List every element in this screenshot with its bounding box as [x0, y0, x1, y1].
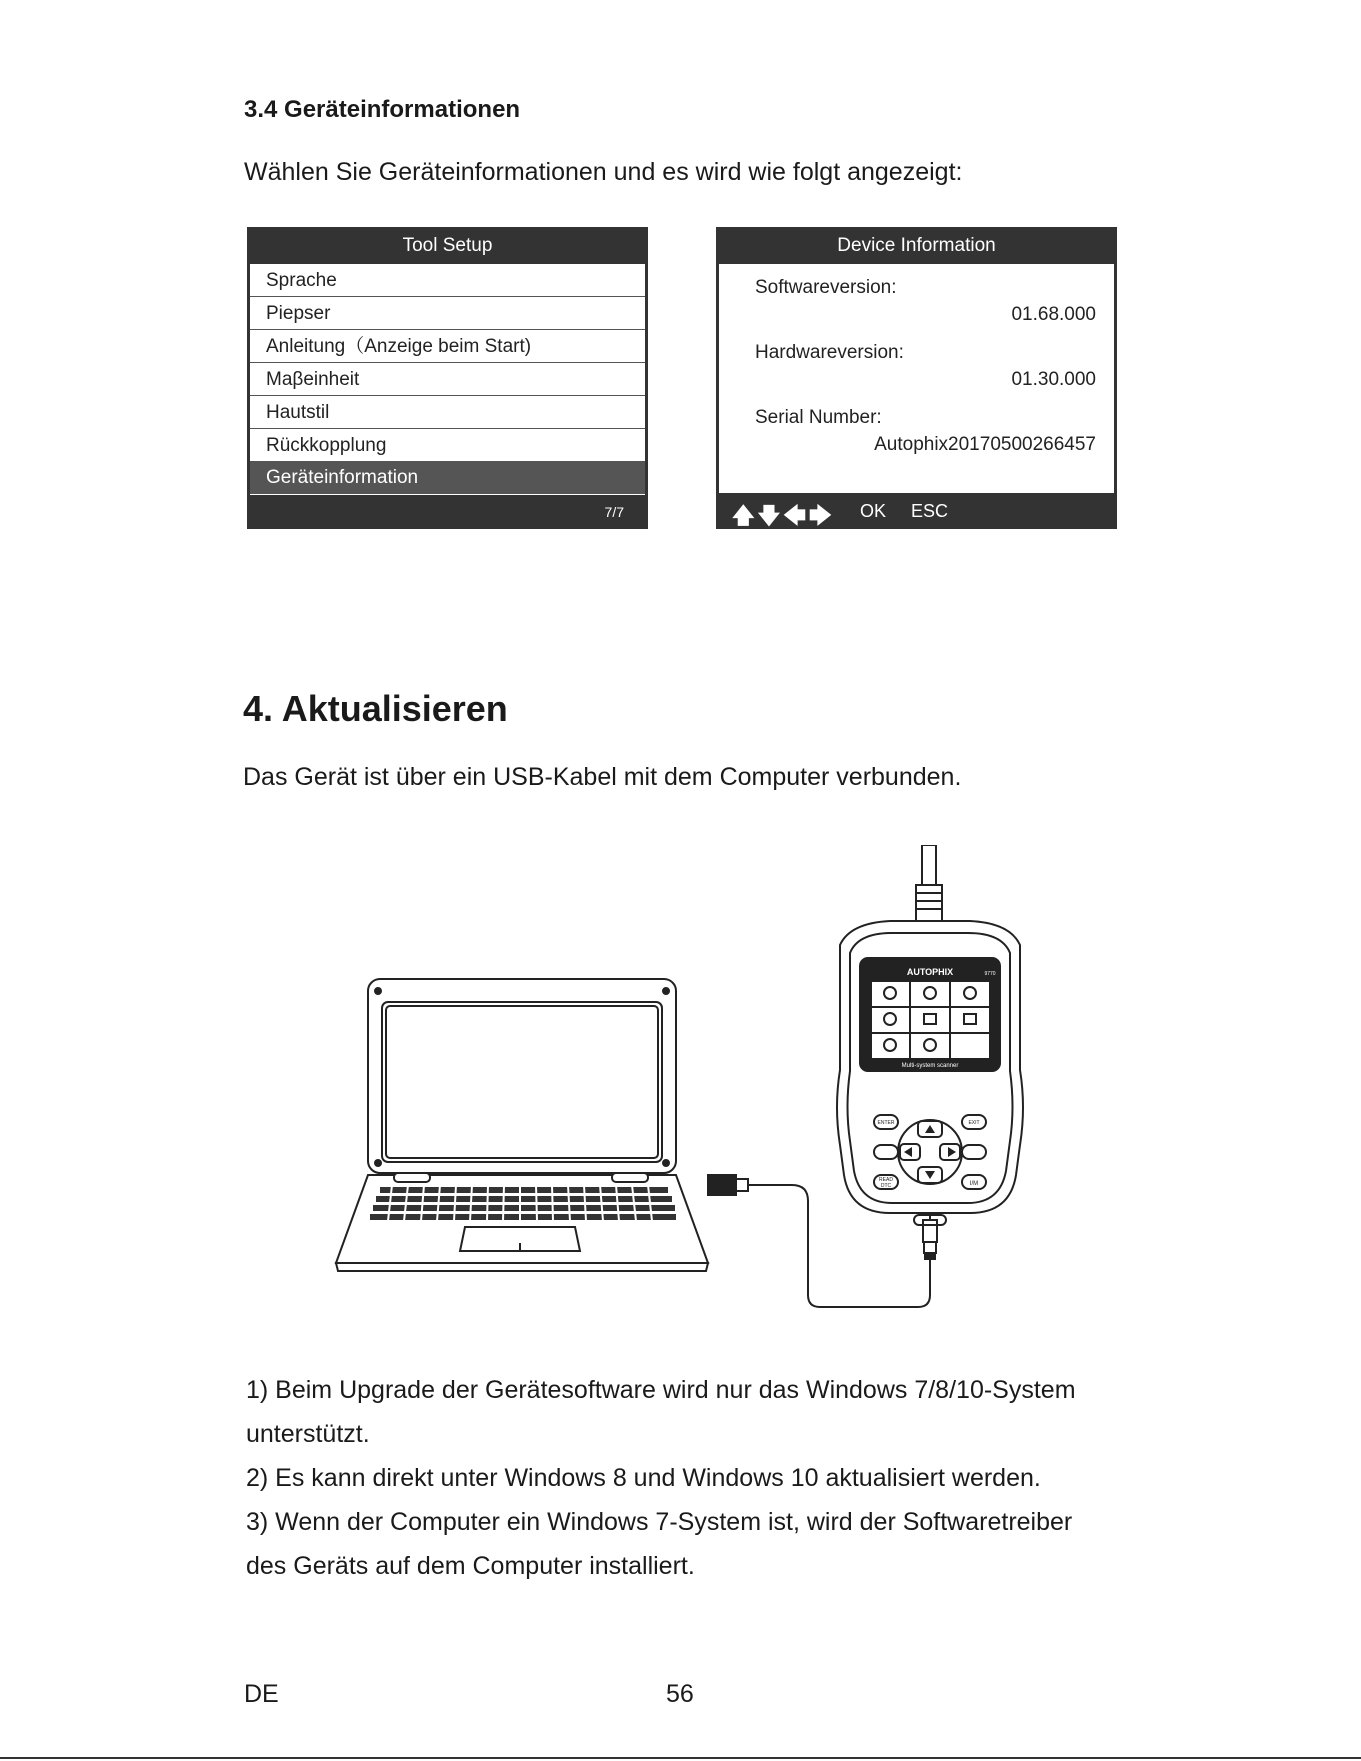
section-title-4: 4. Aktualisieren [243, 688, 508, 729]
section-4-text: Das Gerät ist über ein USB-Kabel mit dem Computer verbunden. [243, 763, 962, 791]
tool-setup-title: Tool Setup [402, 235, 493, 256]
menu-item-rueckkopplung[interactable]: Rückkopplung [250, 429, 645, 462]
notes-list [246, 1368, 1146, 1588]
menu-item-masseinheit[interactable]: Maβeinheit [250, 363, 645, 396]
exit-button-label: EXIT [968, 1120, 980, 1126]
im-button-label: I/M [969, 1181, 979, 1187]
menu-item-geraeteinformation[interactable]: Geräteinformation [250, 462, 645, 494]
device-info-footer [716, 495, 1117, 529]
tool-setup-screen [247, 227, 648, 529]
laptop-icon [336, 979, 708, 1271]
menu-item-anleitung[interactable]: Anleitung（Anzeige beim Start) [250, 330, 645, 363]
footer-language: DE [244, 1680, 279, 1708]
menu-item-piepser[interactable]: Piepser [250, 297, 645, 330]
scanner-screen-caption: Multi-system scanner [901, 1063, 959, 1069]
esc-key[interactable]: ESC [911, 501, 949, 521]
ok-key[interactable]: OK [860, 501, 887, 521]
device-info-body [719, 264, 1114, 493]
scanner-brand-label: AUTOPHIX [906, 967, 954, 977]
page-indicator: 7/7 [604, 504, 624, 520]
section-title-3-4: 3.4 Geräteinformationen [244, 96, 521, 123]
hardware-version-label: Hardwareversion: [755, 342, 904, 363]
menu-item-hautstil[interactable]: Hautstil [250, 396, 645, 429]
read-dtc-button-label-2: DTC [880, 1183, 892, 1189]
note-1: 1) Beim Upgrade der Gerätesoftware wird nur das Windows 7/8/10-System [246, 1376, 1076, 1404]
bottom-rule [0, 1757, 1361, 1759]
note-1-continued: unterstützt. [246, 1420, 370, 1448]
tool-setup-footer [247, 495, 648, 529]
footer-page-number: 56 [666, 1680, 694, 1708]
read-dtc-button-label: READ [879, 1177, 893, 1183]
note-3: 3) Wenn der Computer ein Windows 7-System ist, wird der Softwaretreiber [246, 1508, 1073, 1536]
device-info-title: Device Information [837, 235, 996, 256]
software-version-label: Softwareversion: [755, 277, 897, 298]
section-intro: Wählen Sie Geräteinformationen und es wird wie folgt angezeigt: [244, 158, 963, 186]
scanner-device-icon [837, 845, 1023, 1225]
serial-number-value: Autophix20170500266457 [874, 434, 1096, 455]
navigation-arrows-icon[interactable]: 🡅🡇🡄🡆 [732, 503, 835, 528]
scanner-model-label: 9770 [984, 971, 996, 977]
note-3-continued: des Geräts auf dem Computer installiert. [246, 1552, 695, 1580]
software-version-value: 01.68.000 [1011, 304, 1096, 325]
hardware-version-value: 01.30.000 [1011, 369, 1096, 390]
enter-button-label: ENTER [877, 1120, 895, 1126]
tool-setup-menu [250, 264, 645, 495]
usb-connection-illustration [330, 845, 1050, 1315]
note-2: 2) Es kann direkt unter Windows 8 und Windows 10 aktualisiert werden. [246, 1464, 1041, 1492]
device-info-screen [716, 227, 1117, 529]
serial-number-label: Serial Number: [755, 407, 882, 428]
menu-item-sprache[interactable]: Sprache [250, 264, 645, 297]
